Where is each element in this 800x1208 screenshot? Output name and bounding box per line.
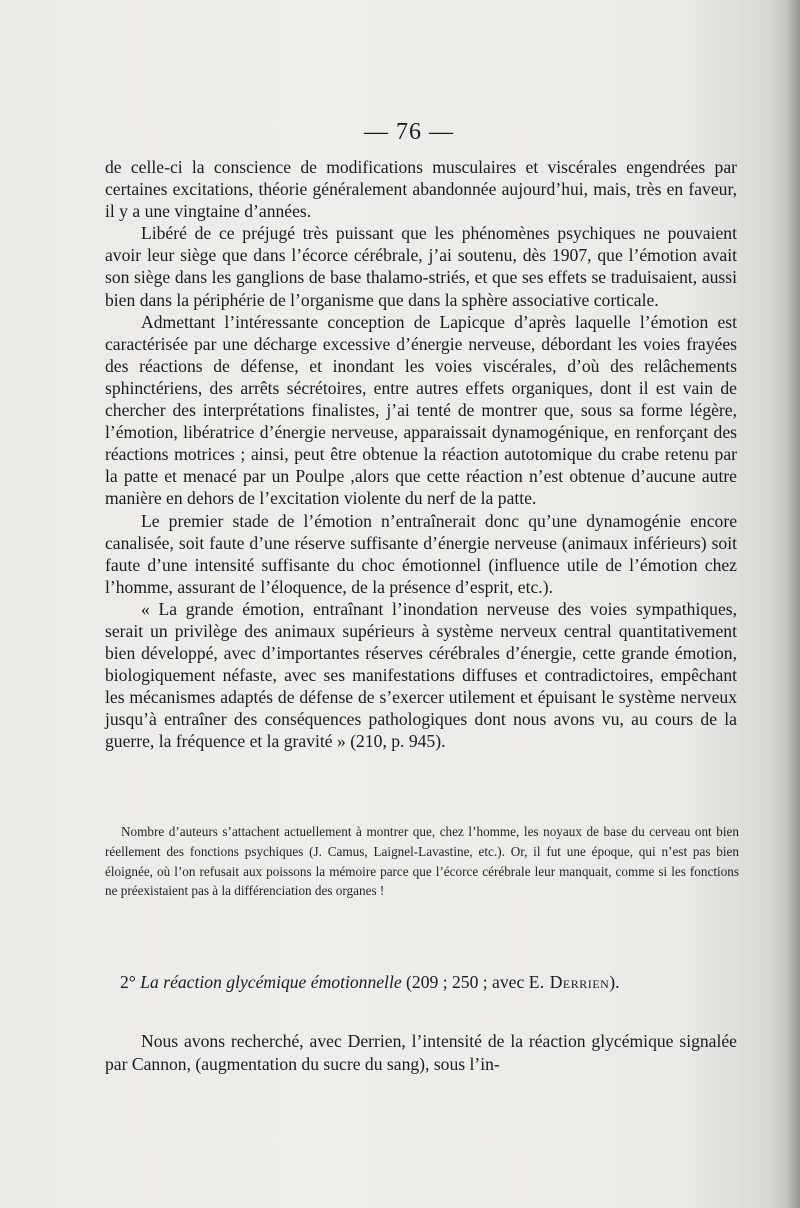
paragraph-derrien: Nous avons recherché, avec Derrien, l’intensité de la réaction glycémique signalée par Cannon, (augmentation du sucre du sang), sous l’in- — [105, 1031, 737, 1074]
section-title: La réaction glycémique émotionnelle — [140, 972, 402, 992]
paragraph-lapicque: Admettant l’intéressante conception de Lapicque d’après laquelle l’émotion est caractérisée par une décharge excessive d’énergie nerveuse, débordant les voies frayées des réactions de défense, et inondant les voies viscérales, d’où des relâchements sphinctériens, des arrêts sécrétoires, entre autres effets organiques, dont il est vain de chercher des interprétations finalistes, j’ai tenté de montrer que, sous sa forme légère, l’émotion, libératrice d’énergie nerveuse, apparaissait dynamogénique, en renforçant des réactions motrices ; ainsi, peut être obtenue la réaction autotomique du crabe retenu par la patte et menacé par un Poulpe ,alors que cette réaction n’est obtenue d’aucune autre manière en dehors de l’excitation violente du nerf de la patte. — [105, 311, 737, 509]
footnote: Nombre d’auteurs s’attachent actuellement à montrer que, chez l’homme, les noyaux de base du cerveau ont bien réellement des fonctions psychiques (J. Camus, Laignel-Lavastine, etc.). Or, il fut une époque, qui n’est pas bien éloignée, où l’on refusait aux poissons la mémoire parce que l’écorce cérébrale leur manquait, comme si les fonctions ne préexistaient pas à la différenciation des organes ! — [105, 824, 739, 899]
section-heading — [120, 970, 760, 994]
section-refs: (209 ; 250 ; avec — [406, 972, 525, 992]
paragraph-continuation: de celle-ci la conscience de modifications musculaires et viscérales engendrées par certaines excitations, théorie généralement abandonnée aujourd’hui, mais, très en faveur, il y a une vingtaine d’années. — [105, 157, 737, 222]
paragraph-first-stage: Le premier stade de l’émotion n’entraînerait donc qu’une dynamogénie encore canalisée, soit faute d’une réserve suffisante d’énergie nerveuse (animaux inférieurs) soit faute d’une intensité suffisante du choc émotionnel (influence utile de l’émotion chez l’homme, assurant de l’éloquence, de la présence d’esprit, etc.). — [105, 510, 737, 597]
paragraph-emotion-seat: Libéré de ce préjugé très puissant que les phénomènes psychiques ne pouvaient avoir leur siège que dans l’écorce cérébrale, j’ai soutenu, dès 1907, que l’émotion avait son siège dans les ganglions de base thalamo-striés, et que ses effets se traduisaient, aussi bien dans la périphérie de l’organisme que dans la sphère associative corticale. — [105, 223, 737, 310]
section-number: 2° — [120, 972, 136, 992]
section-close: ). — [609, 972, 620, 992]
main-text-block — [105, 156, 737, 753]
section-author: E. Derrien — [528, 972, 610, 992]
page-edge-shadow — [786, 0, 800, 1208]
page-number: — 76 — — [364, 119, 454, 145]
paragraph-quotation: « La grande émotion, entraînant l’inondation nerveuse des voies sympathiques, serait un privilège des animaux supérieurs à système nerveux central quantitativement bien développé, avec d’importantes réserves cérébrales d’énergie, cette grande émotion, biologiquement néfaste, avec ses manifestations diffuses et contradictoires, empêchant les mécanismes adaptés de défense de s’exercer utilement et épuisant le système nerveux jusqu’à entraîner des conséquences pathologiques dont nous avons vu, au cours de la guerre, la fréquence et la gravité » (210, p. 945). — [105, 598, 737, 752]
